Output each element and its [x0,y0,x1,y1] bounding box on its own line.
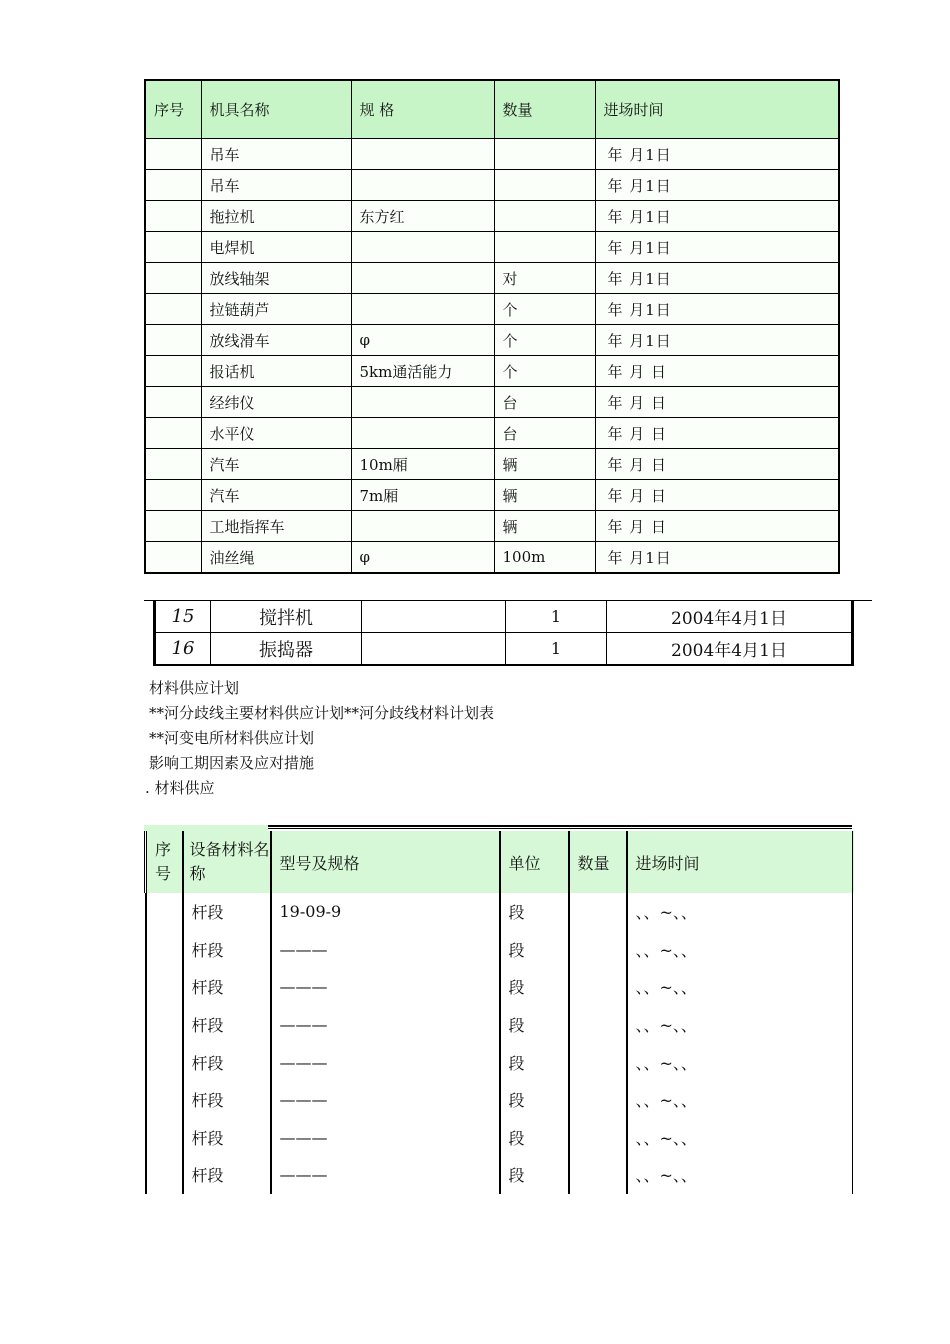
table-row [146,1006,854,1044]
row-unit: 段 [500,931,569,969]
row-qty: 1 [506,601,607,633]
row-unit: 段 [500,968,569,1006]
row-spec [351,294,494,325]
row-name: 吊车 [201,170,351,201]
row-no [145,170,201,201]
row-time: 2004年4月1日 [607,633,853,666]
table-row [146,1081,854,1119]
table-row [146,931,854,969]
row-qty [494,201,595,232]
row-name: 杆段 [183,931,271,969]
row-time: 、、~、、 [627,1156,854,1194]
header-material-name: 设备材料名称 [183,831,271,893]
equipment-table-header [145,80,839,139]
row-time: 年 月 日 [595,387,839,418]
row-qty: 台 [494,387,595,418]
row-spec: ——— [271,1081,500,1119]
row-time: 、、~、、 [627,1119,854,1157]
row-spec: ——— [271,1043,500,1081]
row-time: 年 月1日 [595,325,839,356]
row-spec: ——— [271,1006,500,1044]
row-no [146,968,183,1006]
row-time: 年 月1日 [595,294,839,325]
row-unit: 段 [500,1043,569,1081]
table-row [145,542,839,574]
table-row [145,232,839,263]
row-qty [569,931,627,969]
row-time: 年 月1日 [595,170,839,201]
materials-table-header [146,831,854,893]
row-no [145,418,201,449]
table-row [146,1156,854,1194]
row-spec [351,170,494,201]
row-name: 报话机 [201,356,351,387]
row-spec: 5km通活能力 [351,356,494,387]
row-name: 搅拌机 [211,601,362,633]
row-name: 杆段 [183,893,271,931]
row-no [146,1081,183,1119]
row-qty: 辆 [494,480,595,511]
table-row [145,325,839,356]
row-no [145,542,201,574]
header-qty: 数量 [494,80,595,139]
row-name: 油丝绳 [201,542,351,574]
row-time: 年 月1日 [595,263,839,294]
row-spec: 东方红 [351,201,494,232]
row-no [146,893,183,931]
section-heading-schedule-factors: 影响工期因素及应对措施 [149,754,315,772]
row-no [145,232,201,263]
row-unit: 段 [500,1081,569,1119]
row-time: 、、~、、 [627,1081,854,1119]
row-time: 年 月 日 [595,449,839,480]
row-name: 杆段 [183,1119,271,1157]
row-name: 放线轴架 [201,263,351,294]
row-spec: ——— [271,968,500,1006]
row-no [145,387,201,418]
row-spec [351,511,494,542]
row-qty: 个 [494,325,595,356]
row-spec: ——— [271,1156,500,1194]
row-no [146,1006,183,1044]
row-no [146,1119,183,1157]
table-row [145,418,839,449]
row-spec [351,232,494,263]
row-spec [351,418,494,449]
table-row [145,387,839,418]
row-name: 吊车 [201,139,351,170]
row-qty [569,1156,627,1194]
row-qty: 辆 [494,511,595,542]
row-unit: 段 [500,893,569,931]
row-spec [362,601,506,633]
row-qty: 台 [494,418,595,449]
row-qty: 1 [506,633,607,666]
row-qty: 个 [494,356,595,387]
row-qty: 个 [494,294,595,325]
table-row [145,356,839,387]
row-qty [494,170,595,201]
row-time: 、、~、、 [627,1043,854,1081]
row-no [145,480,201,511]
header-unit: 单位 [500,831,569,893]
row-name: 汽车 [201,480,351,511]
row-spec [362,633,506,666]
row-time: 年 月 日 [595,356,839,387]
row-spec [351,387,494,418]
header-no: 序号 [145,80,201,139]
row-qty: 对 [494,263,595,294]
row-time: 年 月1日 [595,232,839,263]
row-no [145,294,201,325]
table-row [146,893,854,931]
header-time: 进场时间 [595,80,839,139]
row-qty [494,232,595,263]
row-time: 年 月1日 [595,139,839,170]
row-name: 电焊机 [201,232,351,263]
row-time: 年 月 日 [595,511,839,542]
header-model-spec: 型号及规格 [271,831,500,893]
row-no [146,1043,183,1081]
row-name: 杆段 [183,1043,271,1081]
row-name: 工地指挥车 [201,511,351,542]
row-name: 振捣器 [211,633,362,666]
section-heading-material-plan: 材料供应计划 [149,679,240,697]
header-qty: 数量 [569,831,627,893]
table-row [145,263,839,294]
row-no [146,1156,183,1194]
row-time: 年 月1日 [595,201,839,232]
row-time: 年 月 日 [595,418,839,449]
table-row [145,170,839,201]
row-no [145,263,201,294]
row-spec [351,263,494,294]
row-spec: ——— [271,1119,500,1157]
row-time: 、、~、、 [627,968,854,1006]
row-qty [569,968,627,1006]
row-time: 年 月1日 [595,542,839,574]
row-no [145,511,201,542]
table-row [146,1119,854,1157]
row-name: 杆段 [183,968,271,1006]
row-name: 杆段 [183,1006,271,1044]
row-time: 、、~、、 [627,931,854,969]
row-qty [569,893,627,931]
header-name: 机具名称 [201,80,351,139]
row-spec: ——— [271,931,500,969]
row-time: 、、~、、 [627,893,854,931]
table-row [155,601,853,633]
row-no [145,325,201,356]
row-name: 汽车 [201,449,351,480]
row-name: 经纬仪 [201,387,351,418]
row-no: 15 [155,601,211,633]
row-spec [351,139,494,170]
row-unit: 段 [500,1156,569,1194]
row-qty [494,139,595,170]
equipment-table-container [140,75,845,575]
row-name: 杆段 [183,1081,271,1119]
table-row [155,633,853,666]
row-spec: φ [351,542,494,574]
header-no: 序号 [146,831,183,893]
row-spec: 10m厢 [351,449,494,480]
row-qty: 辆 [494,449,595,480]
table-row [145,201,839,232]
paragraph-branch-line-plan: **河分歧线主要材料供应计划**河分歧线材料计划表 [149,704,495,722]
equipment-table [144,79,840,574]
row-name: 拉链葫芦 [201,294,351,325]
row-spec: 7m厢 [351,480,494,511]
table-row [145,480,839,511]
row-no [145,356,201,387]
row-no [145,201,201,232]
header-spec: 规 格 [351,80,494,139]
row-qty: 100m [494,542,595,574]
row-no [146,931,183,969]
row-qty [569,1043,627,1081]
materials-table [144,831,854,1194]
row-no [145,139,201,170]
table-row [145,511,839,542]
row-time: 年 月 日 [595,480,839,511]
equipment-table-fragment [153,600,854,666]
row-unit: 段 [500,1006,569,1044]
table-row [146,968,854,1006]
row-unit: 段 [500,1119,569,1157]
table-row [145,449,839,480]
header-entry-time: 进场时间 [627,831,854,893]
table-row [145,139,839,170]
row-no [145,449,201,480]
row-time: 2004年4月1日 [607,601,853,633]
materials-table-container [144,823,854,1203]
row-name: 拖拉机 [201,201,351,232]
table-row [146,1043,854,1081]
row-qty [569,1119,627,1157]
row-qty [569,1006,627,1044]
section-heading-material-supply: . 材料供应 [145,779,215,797]
row-spec: 19-09-9 [271,893,500,931]
paragraph-substation-plan: **河变电所材料供应计划 [149,729,315,747]
row-name: 放线滑车 [201,325,351,356]
row-name: 杆段 [183,1156,271,1194]
row-no: 16 [155,633,211,666]
row-spec: φ [351,325,494,356]
row-time: 、、~、、 [627,1006,854,1044]
row-name: 水平仪 [201,418,351,449]
row-qty [569,1081,627,1119]
table-row [145,294,839,325]
